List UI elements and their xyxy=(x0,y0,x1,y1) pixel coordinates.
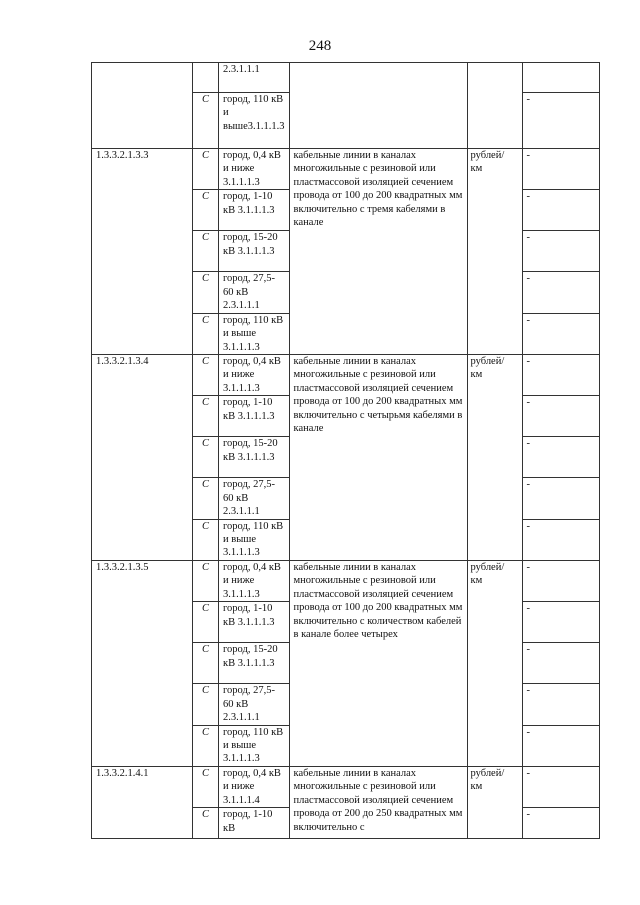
unit-cell: рублей/ км xyxy=(467,766,522,838)
value-cell: - xyxy=(522,643,599,684)
value-cell: - xyxy=(522,313,599,354)
table-row xyxy=(92,560,600,601)
value-cell: - xyxy=(522,272,599,313)
location-cell: город, 15-20 кВ 3.1.1.1.3 xyxy=(219,437,290,478)
value-cell: - xyxy=(522,519,599,560)
page-number: 248 xyxy=(308,38,332,54)
location-cell: город, 1-10 кВ 3.1.1.1.3 xyxy=(219,602,290,643)
table-row xyxy=(92,354,600,395)
tariff-table xyxy=(91,62,600,839)
symbol-cell xyxy=(193,63,219,93)
location-cell: город, 1-10 кВ 3.1.1.1.3 xyxy=(219,190,290,231)
location-cell: 2.3.1.1.1 xyxy=(219,63,290,93)
symbol-cell: C xyxy=(193,643,219,684)
location-cell: город, 110 кВ и выше 3.1.1.1.3 xyxy=(219,725,290,766)
unit-cell: рублей/ км xyxy=(467,354,522,560)
description-cell: кабельные линии в каналах многожильные с резиновой или пластмассовой изоляцией сечением провода от 100 до 200 квадратных мм включительно с количеством кабелей в канале более четырех xyxy=(289,560,467,766)
value-cell: - xyxy=(522,808,599,839)
symbol-cell: C xyxy=(193,354,219,395)
location-cell: город, 15-20 кВ 3.1.1.1.3 xyxy=(219,643,290,684)
symbol-cell: C xyxy=(193,519,219,560)
symbol-cell: C xyxy=(193,190,219,231)
value-cell: - xyxy=(522,437,599,478)
location-cell: город, 27,5-60 кВ 2.3.1.1.1 xyxy=(219,478,290,519)
symbol-cell: C xyxy=(193,560,219,601)
location-cell: город, 0,4 кВ и ниже 3.1.1.1.3 xyxy=(219,560,290,601)
symbol-cell: C xyxy=(193,313,219,354)
location-cell: город, 15-20 кВ 3.1.1.1.3 xyxy=(219,231,290,272)
code-cell: 1.3.3.2.1.3.4 xyxy=(92,354,193,560)
description-cell: кабельные линии в каналах многожильные с резиновой или пластмассовой изоляцией сечением провода от 100 до 200 квадратных мм включительно с четырьмя кабелями в канале xyxy=(289,354,467,560)
location-cell: город, 0,4 кВ и ниже 3.1.1.1.3 xyxy=(219,149,290,190)
value-cell: - xyxy=(522,684,599,725)
symbol-cell: C xyxy=(193,766,219,807)
value-cell: - xyxy=(522,231,599,272)
location-cell: город, 0,4 кВ и ниже 3.1.1.1.4 xyxy=(219,766,290,807)
location-cell: город, 1-10 кВ 3.1.1.1.3 xyxy=(219,396,290,437)
code-cell: 1.3.3.2.1.3.3 xyxy=(92,149,193,355)
location-cell: город, 27,5-60 кВ 2.3.1.1.1 xyxy=(219,684,290,725)
description-cell: кабельные линии в каналах многожильные с резиновой или пластмассовой изоляцией сечением провода от 100 до 200 квадратных мм включительно с тремя кабелями в канале xyxy=(289,149,467,355)
description-cell xyxy=(289,63,467,149)
value-cell: - xyxy=(522,190,599,231)
table-row xyxy=(92,766,600,807)
symbol-cell: C xyxy=(193,93,219,149)
location-cell: город, 110 кВ и выше3.1.1.1.3 xyxy=(219,93,290,149)
symbol-cell: C xyxy=(193,808,219,839)
location-cell: город, 110 кВ и выше 3.1.1.1.3 xyxy=(219,519,290,560)
symbol-cell: C xyxy=(193,602,219,643)
description-cell: кабельные линии в каналах многожильные с резиновой или пластмассовой изоляцией сечением провода от 200 до 250 квадратных мм включительно с xyxy=(289,766,467,838)
table-row xyxy=(92,149,600,190)
value-cell: - xyxy=(522,478,599,519)
value-cell: - xyxy=(522,602,599,643)
location-cell: город, 27,5-60 кВ 2.3.1.1.1 xyxy=(219,272,290,313)
value-cell: - xyxy=(522,149,599,190)
unit-cell xyxy=(467,63,522,149)
code-cell xyxy=(92,63,193,149)
symbol-cell: C xyxy=(193,396,219,437)
table-row xyxy=(92,63,600,93)
value-cell: - xyxy=(522,725,599,766)
code-cell: 1.3.3.2.1.4.1 xyxy=(92,766,193,838)
value-cell xyxy=(522,63,599,93)
location-cell: город, 110 кВ и выше 3.1.1.1.3 xyxy=(219,313,290,354)
symbol-cell: C xyxy=(193,272,219,313)
symbol-cell: C xyxy=(193,231,219,272)
location-cell: город, 1-10 кВ xyxy=(219,808,290,839)
unit-cell: рублей/ км xyxy=(467,149,522,355)
symbol-cell: C xyxy=(193,149,219,190)
code-cell: 1.3.3.2.1.3.5 xyxy=(92,560,193,766)
value-cell: - xyxy=(522,354,599,395)
symbol-cell: C xyxy=(193,684,219,725)
symbol-cell: C xyxy=(193,437,219,478)
symbol-cell: C xyxy=(193,478,219,519)
value-cell: - xyxy=(522,560,599,601)
symbol-cell: C xyxy=(193,725,219,766)
value-cell: - xyxy=(522,766,599,807)
value-cell: - xyxy=(522,93,599,149)
location-cell: город, 0,4 кВ и ниже 3.1.1.1.3 xyxy=(219,354,290,395)
value-cell: - xyxy=(522,396,599,437)
unit-cell: рублей/ км xyxy=(467,560,522,766)
